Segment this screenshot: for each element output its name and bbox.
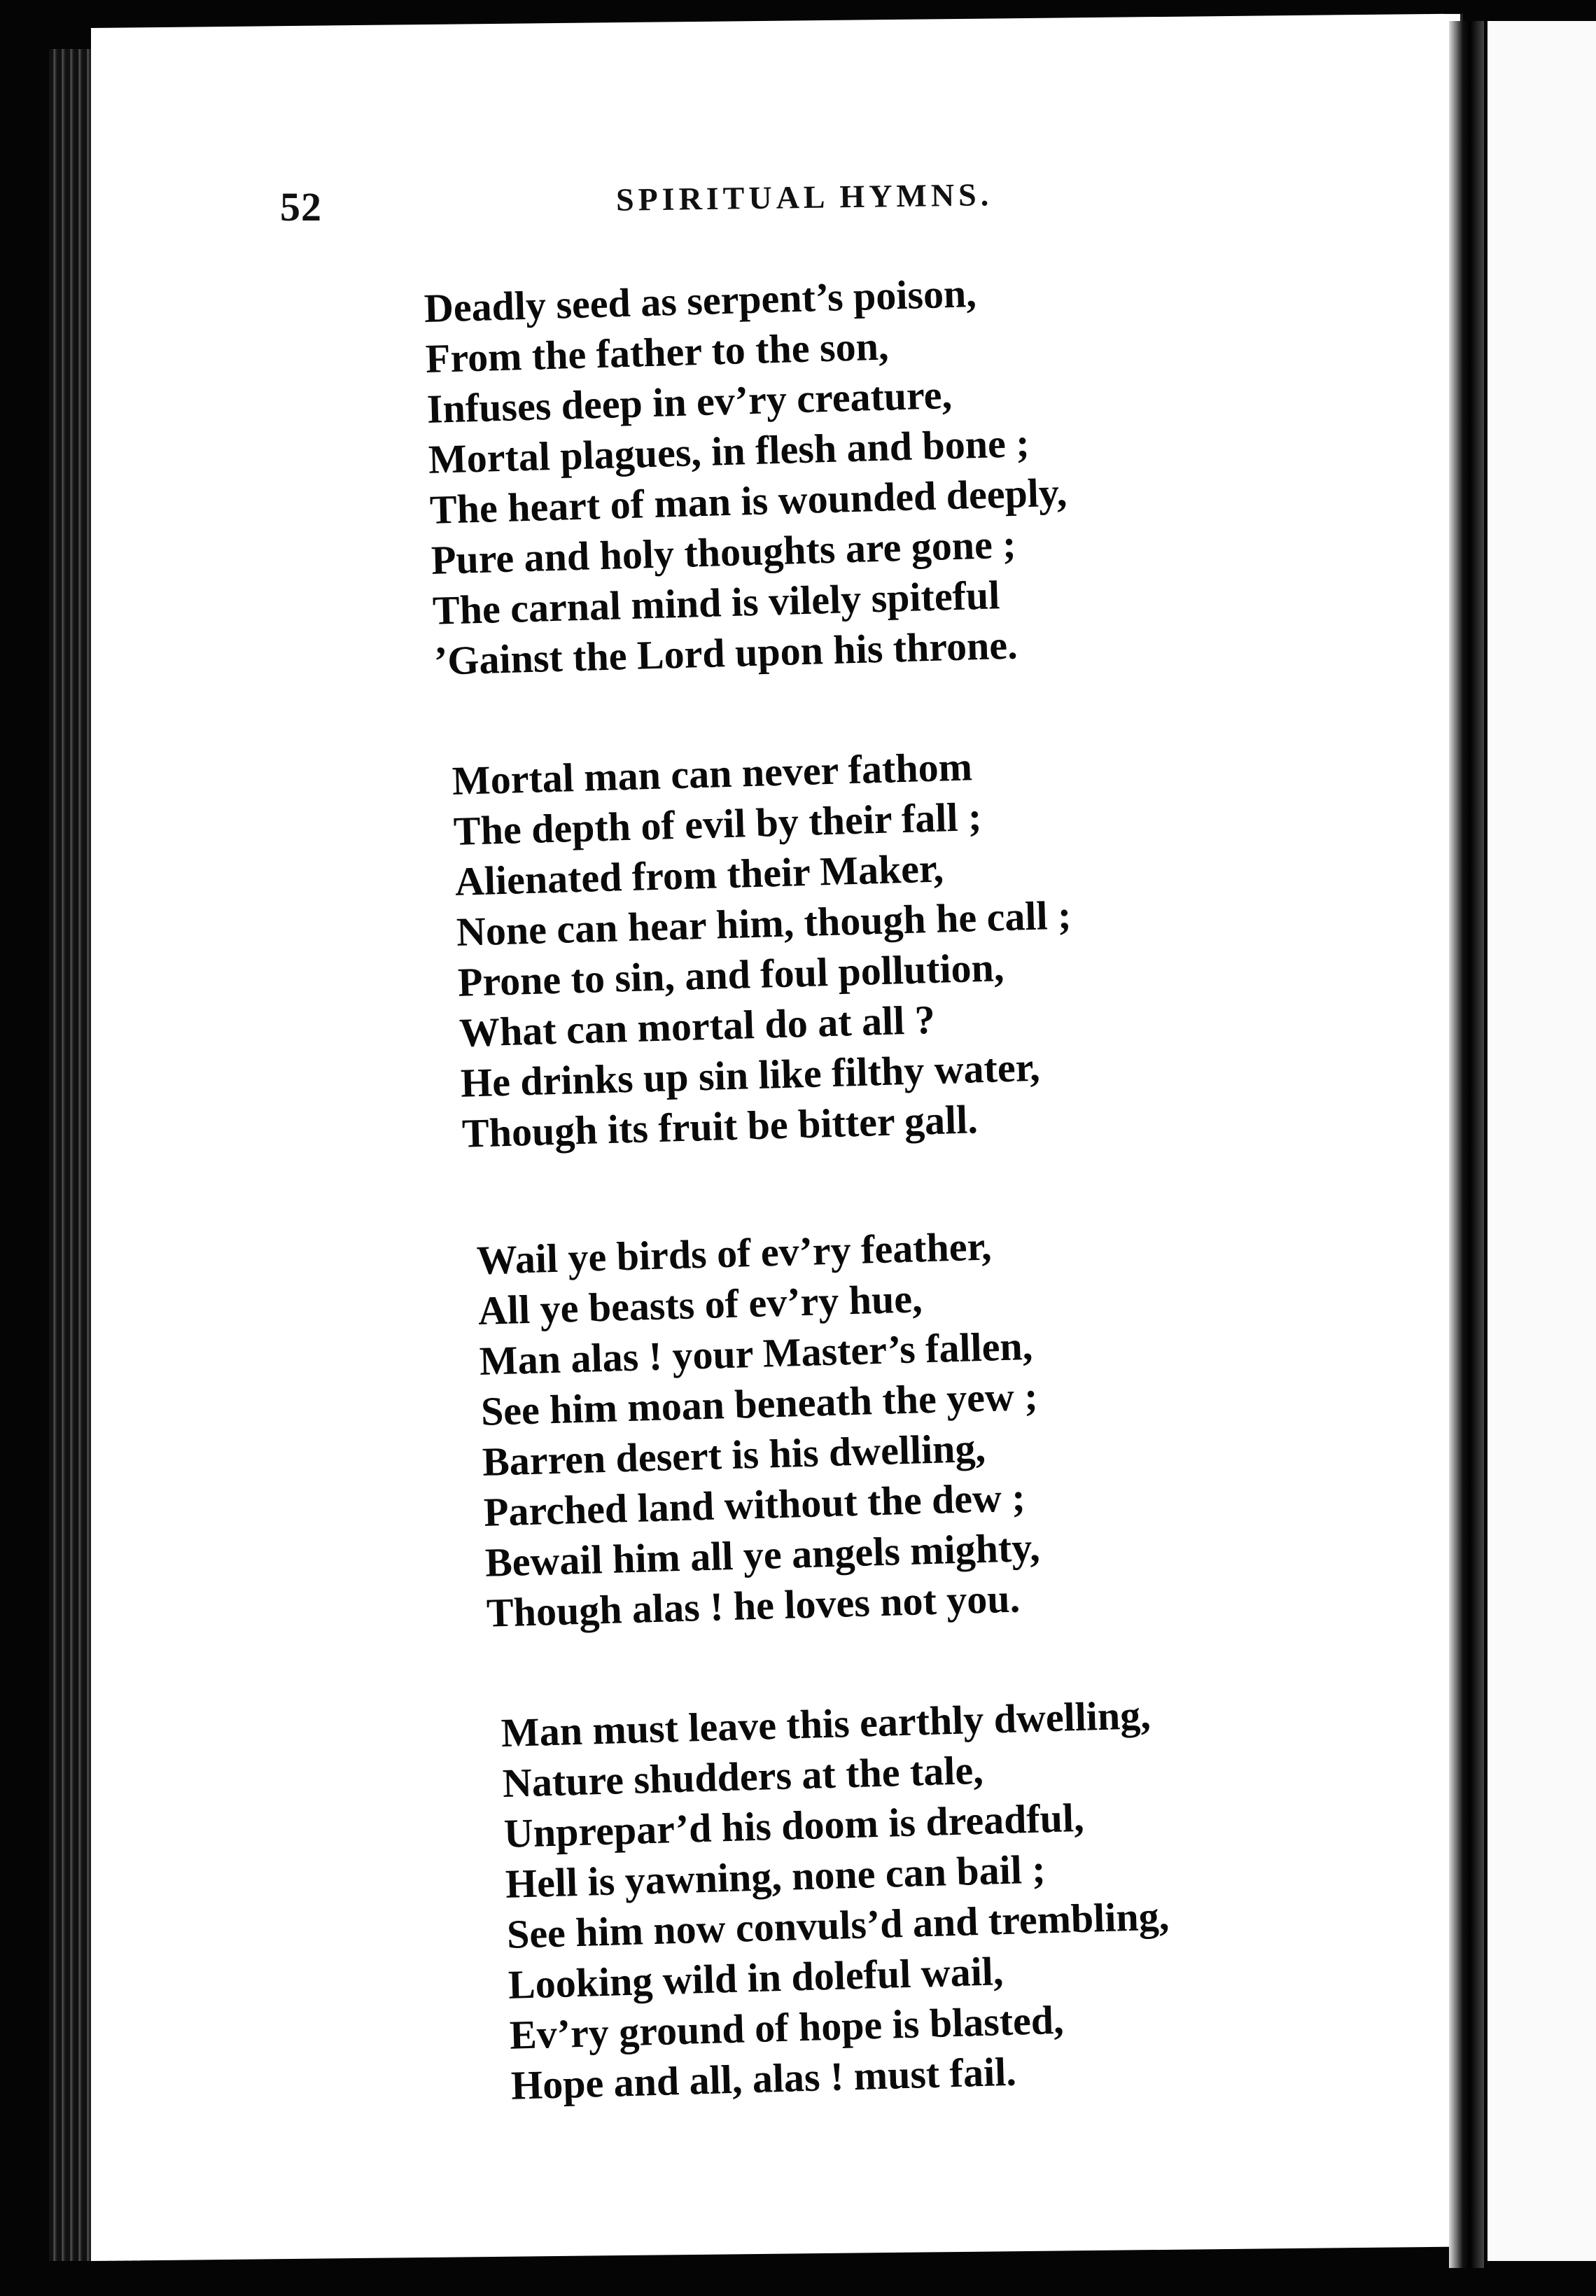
hymn-stanza (500, 1683, 1422, 2111)
verse-line: See him now convuls’d and trembling, (506, 1893, 1170, 1957)
verse-line: Parched land without the dew ; (483, 1474, 1026, 1535)
verse-line: Unprepar’d his doom is dreadful, (503, 1794, 1085, 1856)
running-title: SPIRITUAL HYMNS. (615, 176, 993, 218)
verse-line: Though alas ! he loves not you. (486, 1575, 1021, 1636)
verse-line: Though its fruit be bitter gall. (461, 1096, 979, 1156)
hymn-stanza (451, 731, 1373, 1159)
verse-line: He drinks up sin like filthy water, (460, 1044, 1041, 1106)
verse-line: Looking wild in doleful wail, (507, 1948, 1004, 2008)
page-number: 52 (280, 184, 322, 230)
hymn-stanza (476, 1210, 1397, 1639)
verse-line: From the father to the son, (425, 323, 890, 382)
verse-line: Hope and all, alas ! must fail. (510, 2048, 1017, 2108)
verse-line: Bewail him all ye angels mighty, (484, 1524, 1041, 1586)
verse-line: Alienated from their Maker, (454, 845, 944, 904)
verse-line: Nature shudders at the tale, (502, 1746, 984, 1806)
verse-line: Deadly seed as serpent’s poison, (424, 270, 977, 331)
verse-line: Infuses deep in ev’ry creature, (426, 371, 953, 432)
verse-line: All ye beasts of ev’ry hue, (477, 1275, 923, 1334)
book-gutter (1449, 21, 1484, 2268)
verse-line: ’Gainst the Lord upon his throne. (433, 622, 1018, 684)
verse-line: Man alas ! your Master’s fallen, (479, 1322, 1034, 1384)
facing-page-edge (1488, 21, 1596, 2261)
verse-line: Pure and holy thoughts are gone ; (430, 521, 1017, 583)
verse-line: Prone to sin, and foul pollution, (457, 944, 1005, 1005)
verse-line: None can hear him, though he call ; (456, 892, 1072, 955)
verse-line: Man must leave this earthly dwelling, (500, 1692, 1152, 1756)
verse-line: Ev’ry ground of hope is blasted, (509, 1996, 1065, 2058)
verse-line: Hell is yawning, none can bail ; (505, 1846, 1046, 1907)
hymn-stanza (424, 258, 1345, 687)
verse-line: The depth of evil by their fall ; (453, 793, 983, 854)
verse-line: Mortal plagues, in flesh and bone ; (428, 419, 1030, 482)
verse-line: The heart of man is wounded deeply, (429, 469, 1068, 533)
verse-line: The carnal mind is vilely spiteful (432, 572, 1001, 634)
verse-line: See him moan beneath the yew ; (480, 1373, 1039, 1434)
verse-line: Wail ye birds of ev’ry feather, (476, 1223, 993, 1283)
verse-line: Barren desert is his dwelling, (482, 1424, 986, 1485)
verse-line: Mortal man can never fathom (451, 743, 973, 804)
verse-line: What can mortal do at all ? (458, 996, 936, 1056)
